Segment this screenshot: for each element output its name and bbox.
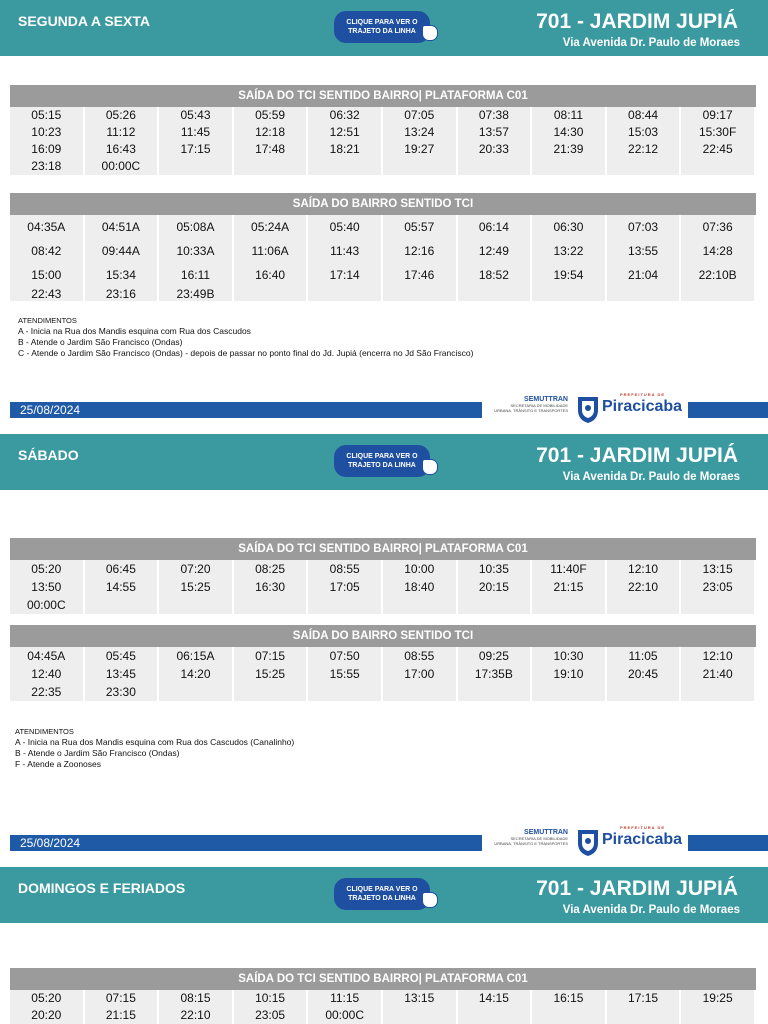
table-row — [10, 124, 756, 141]
time-cell — [607, 596, 682, 614]
time-cell — [532, 683, 607, 701]
time-cell: 21:40 — [681, 665, 756, 683]
time-cell — [532, 158, 607, 175]
time-cell — [383, 1007, 458, 1024]
table-row — [10, 158, 756, 175]
time-cell: 11:12 — [85, 124, 160, 141]
time-cell: 22:10 — [607, 578, 682, 596]
table-row — [10, 1007, 756, 1024]
time-cell: 07:20 — [159, 560, 234, 578]
route-map-button[interactable] — [334, 11, 430, 43]
time-cell: 10:30 — [532, 647, 607, 665]
route-button-line2: TRAJETO DA LINHA — [348, 462, 416, 469]
time-cell: 23:49B — [159, 287, 234, 301]
weekday-notes — [18, 315, 473, 359]
time-cell — [234, 158, 309, 175]
time-cell: 06:32 — [308, 107, 383, 124]
time-cell: 16:40 — [234, 263, 309, 287]
table-row — [10, 263, 756, 287]
footer-bar-right — [688, 402, 768, 418]
time-cell: 08:42 — [10, 239, 85, 263]
city-name: Piracicaba — [602, 831, 683, 848]
time-cell — [159, 158, 234, 175]
table-row — [10, 215, 756, 239]
time-cell: 12:10 — [607, 560, 682, 578]
time-cell: 18:40 — [383, 578, 458, 596]
notes-title: ATENDIMENTOS — [15, 727, 74, 736]
time-cell: 05:57 — [383, 215, 458, 239]
time-cell — [681, 158, 756, 175]
time-cell: 00:00C — [10, 596, 85, 614]
time-cell: 00:00C — [308, 1007, 383, 1024]
route-button-line1: CLIQUE PARA VER O — [346, 19, 418, 26]
time-cell — [383, 158, 458, 175]
time-cell: 13:55 — [607, 239, 682, 263]
time-cell: 07:50 — [308, 647, 383, 665]
sunday-day-label: DOMINGOS E FERIADOS — [18, 880, 186, 896]
time-cell: 15:00 — [10, 263, 85, 287]
route-button-line1: CLIQUE PARA VER O — [346, 453, 418, 460]
time-cell: 08:15 — [159, 990, 234, 1007]
time-cell — [308, 287, 383, 301]
prefeitura-label: PREFEITURA DE — [620, 392, 666, 397]
time-cell — [532, 287, 607, 301]
saturday-table-bairro-tci — [10, 625, 756, 701]
time-cell — [607, 287, 682, 301]
pointer-hand-icon — [422, 459, 438, 475]
time-cell: 05:43 — [159, 107, 234, 124]
time-cell: 05:24A — [234, 215, 309, 239]
time-cell: 22:45 — [681, 141, 756, 158]
table-row — [10, 239, 756, 263]
time-cell: 19:54 — [532, 263, 607, 287]
time-cell: 16:43 — [85, 141, 160, 158]
time-cell: 18:21 — [308, 141, 383, 158]
time-cell: 14:55 — [85, 578, 160, 596]
time-cell: 21:39 — [532, 141, 607, 158]
time-cell: 22:10 — [159, 1007, 234, 1024]
time-cell: 15:30F — [681, 124, 756, 141]
time-cell: 04:51A — [85, 215, 160, 239]
city-shield-icon — [576, 827, 600, 857]
time-cell: 06:14 — [458, 215, 533, 239]
time-cell: 17:48 — [234, 141, 309, 158]
note: F - Atende a Zoonoses — [15, 759, 101, 769]
time-cell: 22:35 — [10, 683, 85, 701]
time-cell: 06:15A — [159, 647, 234, 665]
time-cell: 14:30 — [532, 124, 607, 141]
time-cell — [159, 683, 234, 701]
time-cell: 04:45A — [10, 647, 85, 665]
time-cell: 05:26 — [85, 107, 160, 124]
weekday-table-tci-bairro — [10, 85, 756, 175]
time-cell: 05:59 — [234, 107, 309, 124]
time-cell: 09:44A — [85, 239, 160, 263]
time-cell — [681, 287, 756, 301]
time-cell: 11:43 — [308, 239, 383, 263]
time-cell: 19:25 — [681, 990, 756, 1007]
saturday-table-tci-bairro — [10, 538, 756, 614]
time-cell: 15:55 — [308, 665, 383, 683]
time-cell: 12:10 — [681, 647, 756, 665]
time-cell: 16:11 — [159, 263, 234, 287]
sunday-table-tci-bairro — [10, 968, 756, 1024]
footer-date: 25/08/2024 — [20, 836, 81, 850]
time-cell — [85, 596, 160, 614]
time-cell: 08:11 — [532, 107, 607, 124]
table-row — [10, 990, 756, 1007]
line-title: 701 - JARDIM JUPIÁ — [536, 10, 738, 33]
semuttran-name: SEMUTTRAN — [524, 829, 568, 836]
time-cell — [234, 287, 309, 301]
time-cell: 10:00 — [383, 560, 458, 578]
time-cell: 13:22 — [532, 239, 607, 263]
time-cell: 04:35A — [10, 215, 85, 239]
time-cell: 22:10B — [681, 263, 756, 287]
time-cell: 07:03 — [607, 215, 682, 239]
time-cell: 14:15 — [458, 990, 533, 1007]
time-cell: 20:45 — [607, 665, 682, 683]
footer-bar — [10, 835, 482, 851]
time-cell — [458, 1007, 533, 1024]
time-cell: 07:36 — [681, 215, 756, 239]
time-cell — [458, 287, 533, 301]
time-cell — [532, 596, 607, 614]
route-button-line1: CLIQUE PARA VER O — [346, 886, 418, 893]
saturday-header — [0, 434, 768, 490]
time-cell: 09:25 — [458, 647, 533, 665]
city-logo — [602, 825, 683, 849]
prefeitura-label: PREFEITURA DE — [620, 825, 666, 830]
time-cell: 13:45 — [85, 665, 160, 683]
time-cell: 07:15 — [85, 990, 160, 1007]
saturday-notes — [15, 726, 294, 770]
table-row — [10, 596, 756, 614]
time-cell — [383, 287, 458, 301]
time-cell — [681, 596, 756, 614]
time-cell: 10:23 — [10, 124, 85, 141]
route-button-line2: TRAJETO DA LINHA — [348, 895, 416, 902]
time-cell: 07:05 — [383, 107, 458, 124]
time-cell: 12:16 — [383, 239, 458, 263]
time-cell: 08:55 — [383, 647, 458, 665]
time-cell: 21:04 — [607, 263, 682, 287]
table-row — [10, 683, 756, 701]
time-cell: 15:25 — [159, 578, 234, 596]
time-cell: 07:15 — [234, 647, 309, 665]
time-cell: 13:15 — [383, 990, 458, 1007]
note: A - Inicia na Rua dos Mandis esquina com Rua dos Cascudos — [18, 326, 251, 336]
sunday-header — [0, 867, 768, 923]
time-cell: 05:08A — [159, 215, 234, 239]
route-button-line2: TRAJETO DA LINHA — [348, 28, 416, 35]
note: B - Atende o Jardim São Francisco (Ondas) — [18, 337, 183, 347]
time-cell — [308, 596, 383, 614]
time-cell: 20:33 — [458, 141, 533, 158]
time-cell: 12:40 — [10, 665, 85, 683]
table-row — [10, 647, 756, 665]
time-cell — [607, 683, 682, 701]
table-row — [10, 287, 756, 301]
notes-title: ATENDIMENTOS — [18, 316, 77, 325]
time-cell: 20:15 — [458, 578, 533, 596]
time-cell: 15:25 — [234, 665, 309, 683]
time-cell — [458, 158, 533, 175]
time-cell — [681, 683, 756, 701]
time-cell: 09:17 — [681, 107, 756, 124]
time-cell: 13:57 — [458, 124, 533, 141]
weekday-day-label: SEGUNDA A SEXTA — [18, 13, 150, 29]
time-cell — [458, 596, 533, 614]
weekday-footer — [0, 392, 768, 418]
time-cell: 06:30 — [532, 215, 607, 239]
city-name: Piracicaba — [602, 398, 683, 415]
time-cell: 17:46 — [383, 263, 458, 287]
line-via: Via Avenida Dr. Paulo de Moraes — [562, 37, 740, 49]
time-cell: 13:15 — [681, 560, 756, 578]
time-cell: 11:05 — [607, 647, 682, 665]
weekday-header — [0, 0, 768, 56]
time-cell: 12:18 — [234, 124, 309, 141]
table-row — [10, 578, 756, 596]
saturday-footer — [0, 825, 768, 851]
time-cell: 10:33A — [159, 239, 234, 263]
time-cell: 12:51 — [308, 124, 383, 141]
time-cell: 17:05 — [308, 578, 383, 596]
footer-date: 25/08/2024 — [20, 403, 81, 417]
time-cell: 17:15 — [607, 990, 682, 1007]
time-cell: 05:45 — [85, 647, 160, 665]
semuttran-name: SEMUTTRAN — [524, 396, 568, 403]
table-title: SAÍDA DO TCI SENTIDO BAIRRO| PLATAFORMA C01 — [10, 538, 756, 560]
time-cell: 11:45 — [159, 124, 234, 141]
time-cell: 23:30 — [85, 683, 160, 701]
weekday-table-bairro-tci — [10, 193, 756, 301]
time-cell: 22:43 — [10, 287, 85, 301]
time-cell: 20:20 — [10, 1007, 85, 1024]
semuttran-logo — [494, 829, 568, 846]
time-cell — [383, 596, 458, 614]
line-title: 701 - JARDIM JUPIÁ — [536, 444, 738, 467]
time-cell: 17:14 — [308, 263, 383, 287]
time-cell — [532, 1007, 607, 1024]
table-row — [10, 560, 756, 578]
time-cell — [607, 1007, 682, 1024]
table-row — [10, 665, 756, 683]
time-cell — [234, 596, 309, 614]
time-cell: 05:20 — [10, 560, 85, 578]
table-row — [10, 107, 756, 124]
table-title: SAÍDA DO TCI SENTIDO BAIRRO| PLATAFORMA C01 — [10, 968, 756, 990]
time-cell: 16:09 — [10, 141, 85, 158]
semuttran-sub: SECRETARIA DE MOBILIDADE URBANA, TRÂNSITO E TRANSPORTES — [494, 403, 568, 413]
table-row — [10, 141, 756, 158]
time-cell — [308, 683, 383, 701]
time-cell: 23:16 — [85, 287, 160, 301]
time-cell: 13:24 — [383, 124, 458, 141]
time-cell: 13:50 — [10, 578, 85, 596]
time-cell: 15:03 — [607, 124, 682, 141]
time-cell — [159, 596, 234, 614]
time-cell — [383, 683, 458, 701]
time-cell: 16:30 — [234, 578, 309, 596]
time-cell: 05:15 — [10, 107, 85, 124]
time-cell: 11:40F — [532, 560, 607, 578]
time-cell: 23:18 — [10, 158, 85, 175]
line-title: 701 - JARDIM JUPIÁ — [536, 877, 738, 900]
time-cell: 10:15 — [234, 990, 309, 1007]
time-cell: 06:45 — [85, 560, 160, 578]
time-cell — [234, 683, 309, 701]
footer-bar-right — [688, 835, 768, 851]
note: B - Atende o Jardim São Francisco (Ondas) — [15, 748, 180, 758]
time-cell: 05:40 — [308, 215, 383, 239]
semuttran-sub: SECRETARIA DE MOBILIDADE URBANA, TRÂNSITO E TRANSPORTES — [494, 836, 568, 846]
route-map-button[interactable] — [334, 878, 430, 910]
note: C - Atende o Jardim São Francisco (Ondas) - depois de passar no ponto final do Jd. Jupiá (encerra no Jd São Francisco) — [18, 348, 474, 358]
time-cell: 18:52 — [458, 263, 533, 287]
time-cell: 11:15 — [308, 990, 383, 1007]
table-title: SAÍDA DO BAIRRO SENTIDO TCI — [10, 193, 756, 215]
time-cell: 11:06A — [234, 239, 309, 263]
time-cell: 08:25 — [234, 560, 309, 578]
time-cell: 17:15 — [159, 141, 234, 158]
time-cell: 08:55 — [308, 560, 383, 578]
time-cell: 08:44 — [607, 107, 682, 124]
line-via: Via Avenida Dr. Paulo de Moraes — [562, 471, 740, 483]
time-cell — [607, 158, 682, 175]
route-map-button[interactable] — [334, 445, 430, 477]
pointer-hand-icon — [422, 892, 438, 908]
time-cell: 05:20 — [10, 990, 85, 1007]
table-title: SAÍDA DO BAIRRO SENTIDO TCI — [10, 625, 756, 647]
time-cell: 17:00 — [383, 665, 458, 683]
pointer-hand-icon — [422, 25, 438, 41]
footer-bar — [10, 402, 482, 418]
time-cell: 15:34 — [85, 263, 160, 287]
time-cell: 19:10 — [532, 665, 607, 683]
time-cell: 17:35B — [458, 665, 533, 683]
time-cell: 10:35 — [458, 560, 533, 578]
city-logo — [602, 392, 683, 416]
time-cell — [458, 683, 533, 701]
time-cell: 07:38 — [458, 107, 533, 124]
time-cell: 23:05 — [681, 578, 756, 596]
saturday-day-label: SÁBADO — [18, 447, 79, 463]
time-cell: 21:15 — [532, 578, 607, 596]
time-cell: 22:12 — [607, 141, 682, 158]
time-cell: 21:15 — [85, 1007, 160, 1024]
line-via: Via Avenida Dr. Paulo de Moraes — [562, 904, 740, 916]
time-cell: 23:05 — [234, 1007, 309, 1024]
time-cell: 16:15 — [532, 990, 607, 1007]
time-cell: 14:20 — [159, 665, 234, 683]
time-cell: 12:49 — [458, 239, 533, 263]
time-cell — [308, 158, 383, 175]
table-title: SAÍDA DO TCI SENTIDO BAIRRO| PLATAFORMA C01 — [10, 85, 756, 107]
time-cell: 19:27 — [383, 141, 458, 158]
time-cell — [681, 1007, 756, 1024]
note: A - Inicia na Rua dos Mandis esquina com Rua dos Cascudos (Canalinho) — [15, 737, 295, 747]
semuttran-logo — [494, 396, 568, 413]
time-cell: 14:28 — [681, 239, 756, 263]
city-shield-icon — [576, 394, 600, 424]
time-cell: 00:00C — [85, 158, 160, 175]
